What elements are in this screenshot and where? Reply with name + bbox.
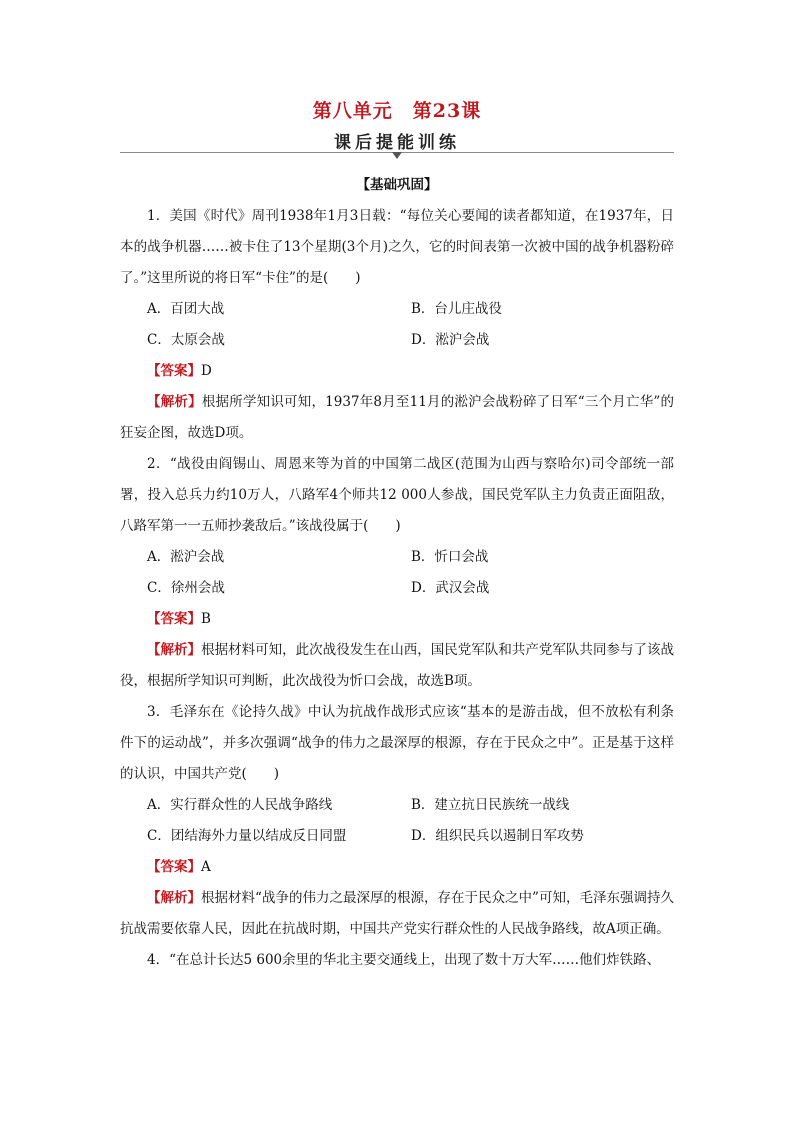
question-stem: 1．美国《时代》周刊1938年1月3日载：“每位关心要闻的读者都知道，在1937年，日本的战争机器……被卡住了13个星期(3个月)之久，它的时间表第一次被中国的战争机器粉碎了。”这里所说的将日军“卡住”的是( ) <box>120 208 674 286</box>
option-c: C．团结海外力量以结成反日同盟 <box>147 828 347 844</box>
divider-arrow-icon <box>392 152 402 159</box>
option-a: A．百团大战 <box>147 301 225 317</box>
answer-value: A <box>201 859 211 875</box>
answer-line <box>120 604 674 635</box>
option-b: B．台儿庄战役 <box>411 301 502 317</box>
analysis-tag: 【解析】 <box>147 890 202 906</box>
analysis-line <box>120 635 674 697</box>
question-3 <box>120 697 674 945</box>
option-grid <box>120 294 674 356</box>
question-stem: 4．“在总计长达5 600余里的华北主要交通线上，出现了数十万大军……他们炸铁路、 <box>147 952 661 968</box>
answer-tag: 【答案】 <box>147 859 201 875</box>
answer-tag: 【答案】 <box>147 611 201 627</box>
section-heading: 【基础巩固】 <box>356 177 438 193</box>
answer-value: B <box>201 611 211 627</box>
option-c: C．徐州会战 <box>147 580 225 596</box>
answer-value: D <box>201 363 212 379</box>
option-b: B．建立抗日民族统一战线 <box>411 797 570 813</box>
question-4 <box>120 945 674 976</box>
option-d: D．淞沪会战 <box>411 332 490 348</box>
option-b: B．忻口会战 <box>411 549 489 565</box>
page-title: 第八单元 第23课 <box>312 100 482 122</box>
content-area <box>120 170 674 976</box>
analysis-text: 根据材料“战争的伟力之最深厚的根源，存在于民众之中”可知，毛泽东强调持久抗战需要依靠人民，因此在抗战时期，中国共产党实行群众性的人民战争路线，故A项正确。 <box>120 890 675 937</box>
option-d: D．组织民兵以遏制日军攻势 <box>411 828 584 844</box>
page-subtitle: 课后提能训练 <box>334 133 460 153</box>
option-a: A．实行群众性的人民战争路线 <box>147 797 333 813</box>
question-stem: 2．“战役由阎锡山、周恩来等为首的中国第二战区(范围为山西与察哈尔)司令部统一部署，投入总兵力约10万人，八路军4个师共12 000人参战，国民党军队主力负责正面阻敌，八路军第一一五师抄袭敌后。”该战役属于( ) <box>120 456 674 534</box>
option-grid <box>120 790 674 852</box>
question-stem: 3．毛泽东在《论持久战》中认为抗战作战形式应该“基本的是游击战，但不放松有利条件下的运动战”，并多次强调“战争的伟力之最深厚的根源，存在于民众之中”。正是基于这样的认识，中国共产党( ) <box>120 704 674 782</box>
analysis-line <box>120 883 674 945</box>
answer-line <box>120 356 674 387</box>
option-a: A．淞沪会战 <box>147 549 225 565</box>
option-grid <box>120 542 674 604</box>
answer-tag: 【答案】 <box>147 363 201 379</box>
question-2 <box>120 449 674 697</box>
answer-line <box>120 852 674 883</box>
analysis-text: 根据所学知识可知，1937年8月至11月的淞沪会战粉碎了日军“三个月亡华”的狂妄企图，故选D项。 <box>120 394 674 441</box>
question-1 <box>120 201 674 449</box>
analysis-line <box>120 387 674 449</box>
option-c: C．太原会战 <box>147 332 225 348</box>
analysis-text: 根据材料可知，此次战役发生在山西，国民党军队和共产党军队共同参与了该战役，根据所学知识可判断，此次战役为忻口会战，故选B项。 <box>120 642 675 689</box>
analysis-tag: 【解析】 <box>147 394 202 410</box>
analysis-tag: 【解析】 <box>147 642 202 658</box>
option-d: D．武汉会战 <box>411 580 490 596</box>
